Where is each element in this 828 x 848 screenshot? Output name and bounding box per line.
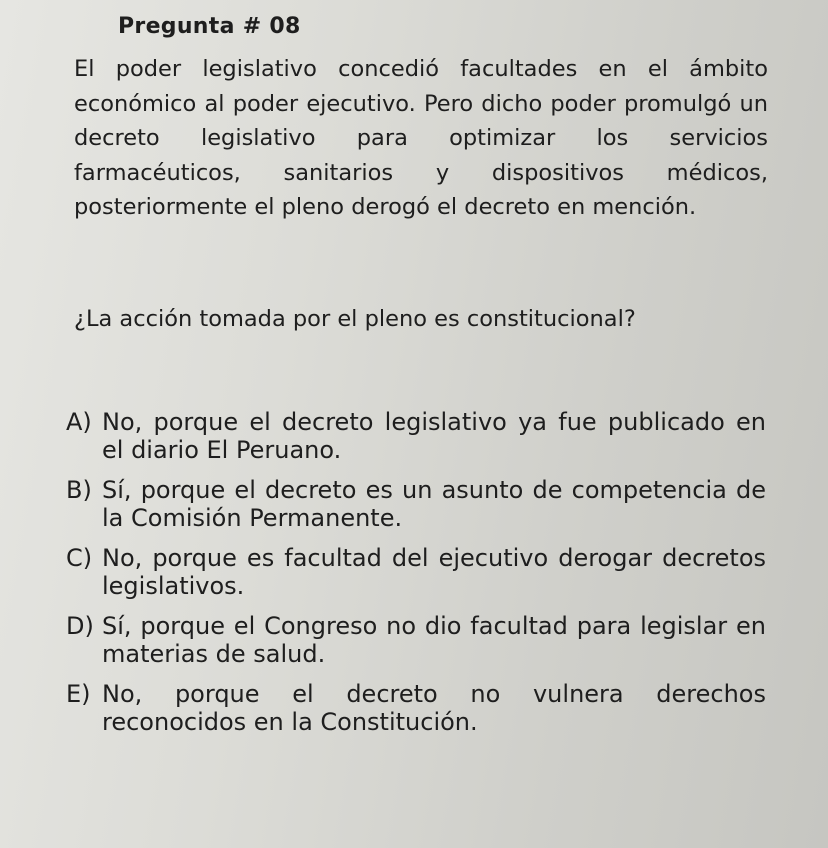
question-stem: El poder legislativo concedió facultades en el ámbito económico al poder ejecutivo. Pero dicho poder promulgó un decreto legislativo para optimizar los servicios farmacéuticos, sanitarios y dispositivos médicos, posteriormente el pleno derogó el decreto en mención. xyxy=(74,56,768,220)
question-prompt: ¿La acción tomada por el pleno es constitucional? xyxy=(74,306,636,332)
option-text: No, porque el decreto legislativo ya fue publicado en el diario El Peruano. xyxy=(102,408,766,464)
option-letter: E) xyxy=(66,680,91,708)
option-text: No, porque el decreto no vulnera derechos reconocidos en la Constitución. xyxy=(102,680,766,736)
option-letter: D) xyxy=(66,612,94,640)
answer-options xyxy=(66,408,766,748)
option-text: Sí, porque el decreto es un asunto de competencia de la Comisión Permanente. xyxy=(102,476,766,532)
option-text: No, porque es facultad del ejecutivo derogar decretos legislativos. xyxy=(102,544,766,600)
option-letter: A) xyxy=(66,408,92,436)
option-letter: C) xyxy=(66,544,93,572)
option-b[interactable] xyxy=(66,476,766,532)
option-letter: B) xyxy=(66,476,92,504)
option-a[interactable] xyxy=(66,408,766,464)
option-c[interactable] xyxy=(66,544,766,600)
option-d[interactable] xyxy=(66,612,766,668)
option-e[interactable] xyxy=(66,680,766,736)
question-title: Pregunta # 08 xyxy=(118,14,301,39)
option-text: Sí, porque el Congreso no dio facultad para legislar en materias de salud. xyxy=(102,612,766,668)
